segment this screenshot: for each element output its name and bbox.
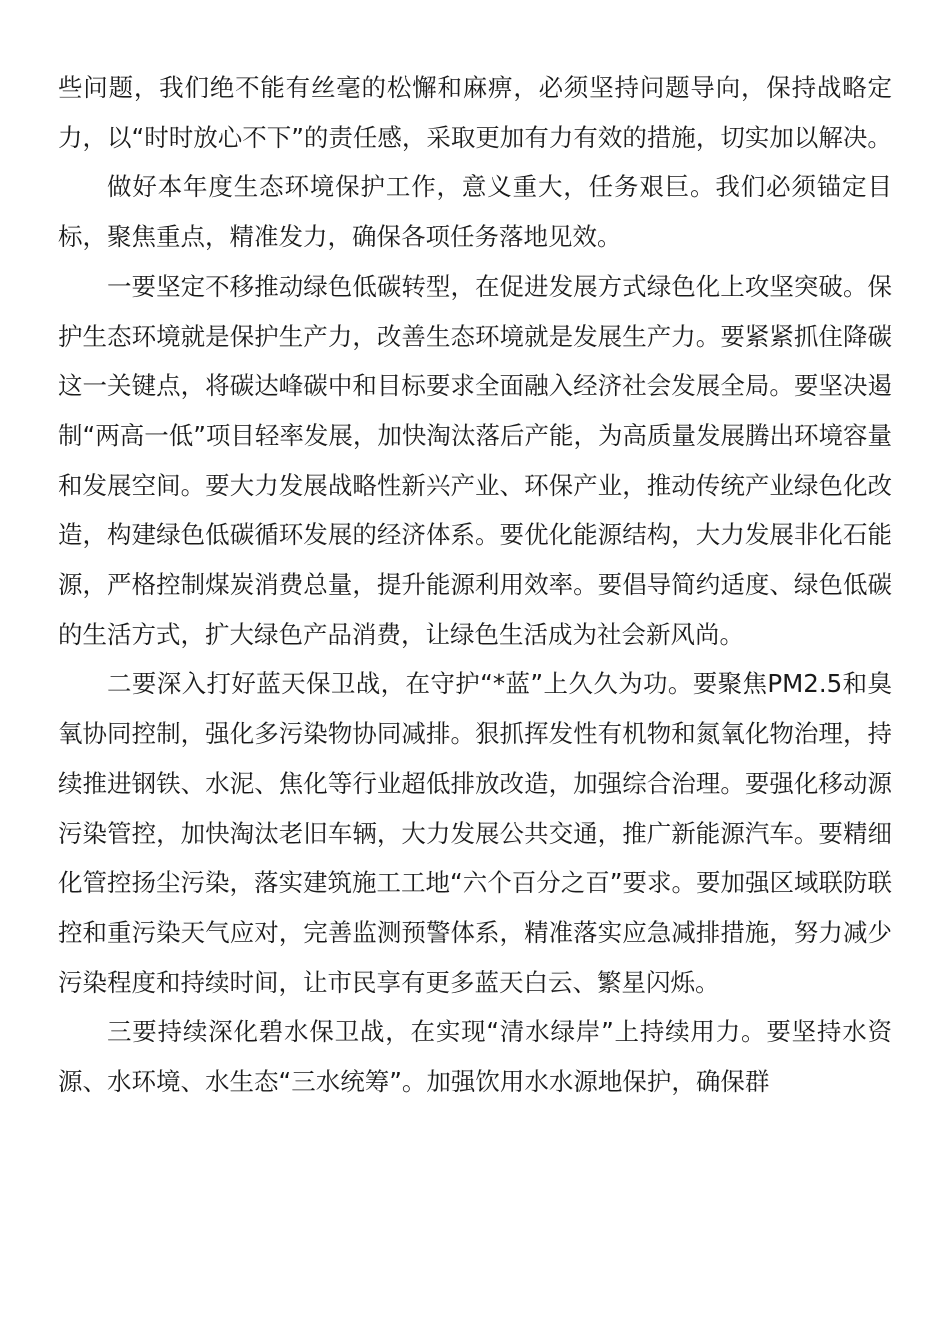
document-page <box>58 63 892 1107</box>
paragraph-intro: 做好本年度生态环境保护工作，意义重大，任务艰巨。我们必须锚定目标，聚焦重点，精准发力，确保各项任务落地见效。 <box>58 172 892 252</box>
paragraph-green-low-carbon: 一要坚定不移推动绿色低碳转型，在促进发展方式绿色化上攻坚突破。保护生态环境就是保护生产力，改善生态环境就是发展生产力。要紧紧抓住降碳这一关键点，将碳达峰碳中和目标要求全面融入经济社会发展全局。要坚决遏制“两高一低”项目轻率发展，加快淘汰落后产能，为高质量发展腾出环境容量和发展空间。要大力发展战略性新兴产业、环保产业，推动传统产业绿色化改造，构建绿色低碳循环发展的经济体系。要优化能源结构，大力发展非化石能源，严格控制煤炭消费总量，提升能源利用效率。要倡导简约适度、绿色低碳的生活方式，扩大绿色产品消费，让绿色生活成为社会新风尚。 <box>58 271 892 649</box>
paragraph-blue-sky: 二要深入打好蓝天保卫战，在守护“*蓝”上久久为功。要聚焦PM2.5和臭氧协同控制，强化多污染物协同减排。狠抓挥发性有机物和氮氧化物治理，持续推进钢铁、水泥、焦化等行业超低排放改造，加强综合治理。要强化移动源污染管控，加快淘汰老旧车辆，大力发展公共交通，推广新能源汽车。要精细化管控扬尘污染，落实建筑施工工地“六个百分之百”要求。要加强区域联防联控和重污染天气应对，完善监测预警体系，精准落实应急减排措施，努力减少污染程度和持续时间，让市民享有更多蓝天白云、繁星闪烁。 <box>58 669 892 997</box>
paragraph-clear-water: 三要持续深化碧水保卫战，在实现“清水绿岸”上持续用力。要坚持水资源、水环境、水生态“三水统筹”。加强饮用水水源地保护，确保群 <box>58 1017 892 1097</box>
paragraph-continuation: 些问题，我们绝不能有丝毫的松懈和麻痹，必须坚持问题导向，保持战略定力，以“时时放心不下”的责任感，采取更加有力有效的措施，切实加以解决。 <box>58 73 892 152</box>
